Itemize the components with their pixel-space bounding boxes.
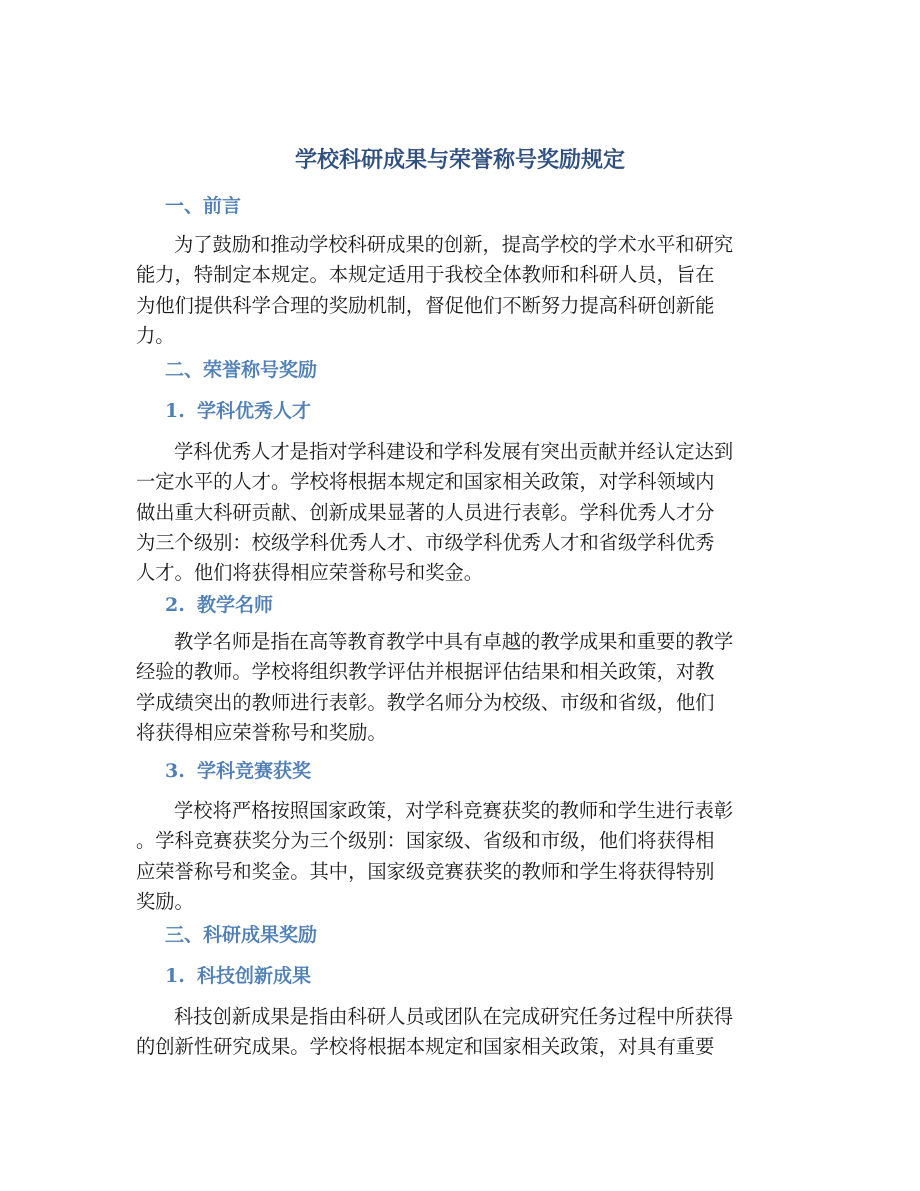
subsection-title: 学科优秀人才 xyxy=(197,400,312,422)
subsection-teaching-master-paragraph xyxy=(136,627,782,748)
paragraph-line: 人才。他们将获得相应荣誉称号和奖金。 xyxy=(136,561,484,585)
paragraph-line: 。学科竞赛获奖分为三个级别：国家级、省级和市级，他们将获得相 xyxy=(136,829,715,853)
subsection-number: 1. xyxy=(165,965,185,987)
subsection-heading-tech-innovation xyxy=(165,963,311,989)
subsection-excellent-talent-paragraph xyxy=(136,437,782,588)
subsection-heading-competition-awards xyxy=(165,758,311,784)
subsection-number: 2. xyxy=(165,594,185,616)
paragraph-line: 为三个级别：校级学科优秀人才、市级学科优秀人才和省级学科优秀 xyxy=(136,530,715,554)
paragraph-line: 学科优秀人才是指对学科建设和学科发展有突出贡献并经认定达到 xyxy=(174,440,734,463)
paragraph-line: 为了鼓励和推动学校科研成果的创新，提高学校的学术水平和研究 xyxy=(174,233,734,256)
paragraph-line: 的创新性研究成果。学校将根据本规定和国家相关政策，对具有重要 xyxy=(136,1035,715,1059)
subsection-title: 科技创新成果 xyxy=(197,965,312,987)
subsection-number: 1. xyxy=(165,400,185,422)
paragraph-line: 奖励。 xyxy=(136,889,194,913)
paragraph-line: 力。 xyxy=(136,323,175,347)
subsection-title: 教学名师 xyxy=(197,594,274,616)
subsection-number: 3. xyxy=(165,760,185,782)
subsection-heading-excellent-talent xyxy=(165,398,311,424)
paragraph-line: 学校将严格按照国家政策，对学科竞赛获奖的教师和学生进行表彰 xyxy=(174,799,734,822)
section-heading-honor-titles: 二、荣誉称号奖励 xyxy=(165,359,318,381)
paragraph-line: 做出重大科研贡献、创新成果显著的人员进行表彰。学科优秀人才分 xyxy=(136,500,715,524)
paragraph-line: 为他们提供科学合理的奖励机制，督促他们不断努力提高科研创新能 xyxy=(136,293,715,317)
subsection-competition-awards-paragraph xyxy=(136,796,782,917)
paragraph-line: 一定水平的人才。学校将根据本规定和国家相关政策，对学科领域内 xyxy=(136,470,715,494)
document-title: 学校科研成果与荣誉称号奖励规定 xyxy=(294,147,625,173)
paragraph-line: 教学名师是指在高等教育教学中具有卓越的教学成果和重要的教学 xyxy=(174,630,734,653)
paragraph-line: 科技创新成果是指由科研人员或团队在完成研究任务过程中所获得 xyxy=(174,1005,734,1028)
section-heading-preface: 一、前言 xyxy=(165,195,242,217)
paragraph-line: 经验的教师。学校将组织教学评估并根据评估结果和相关政策，对教 xyxy=(136,660,715,684)
subsection-title: 学科竞赛获奖 xyxy=(197,760,312,782)
subsection-heading-teaching-master xyxy=(165,592,273,618)
paragraph-line: 学成绩突出的教师进行表彰。教学名师分为校级、市级和省级，他们 xyxy=(136,690,715,714)
subsection-tech-innovation-paragraph xyxy=(136,1002,782,1063)
section-heading-research-awards: 三、科研成果奖励 xyxy=(165,924,318,946)
paragraph-line: 能力，特制定本规定。本规定适用于我校全体教师和科研人员，旨在 xyxy=(136,263,715,287)
paragraph-line: 应荣誉称号和奖金。其中，国家级竞赛获奖的教师和学生将获得特别 xyxy=(136,859,715,883)
section-preface-paragraph xyxy=(136,230,782,351)
paragraph-line: 将获得相应荣誉称号和奖励。 xyxy=(136,720,387,744)
